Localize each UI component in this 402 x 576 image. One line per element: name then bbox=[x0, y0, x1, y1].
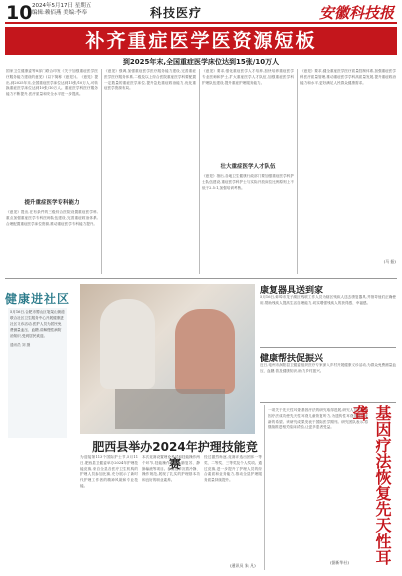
photo-credit: 通讯员 刘 摄 bbox=[10, 343, 31, 347]
brief-text-1: 5月16日,蚌埠市龙子湖区残联工作人员为辖区残疾人送去康复器具,并指导他们正确使用,帮助残疾人提高生活自理能力,切实增强残疾人的获得感、幸福感。 bbox=[260, 295, 396, 305]
col-rule bbox=[297, 69, 298, 274]
bottom-author: (通讯员 朱 凡) bbox=[230, 563, 256, 568]
brief-title-2: 健康帮扶促振兴 bbox=[260, 354, 324, 364]
bottom-col2: 本次竞赛设置理论考试和技能操作两个环节,技能操作包括心肺复苏、静脉输液等项目。参赛选手沉着冷静、操作规范,展现了扎实的护理基本功和良好的职业素养。 bbox=[142, 455, 200, 483]
col-rule bbox=[101, 69, 102, 274]
gene-therapy-author: (据新华社) bbox=[330, 560, 350, 565]
health-corner-title: 健康进社区 bbox=[5, 292, 71, 306]
col-rule bbox=[264, 405, 265, 570]
main-headline: 补齐重症医学医资源短板 bbox=[5, 27, 397, 55]
photo-figure-doctor bbox=[100, 299, 155, 389]
main-author: (马 振) bbox=[383, 259, 396, 264]
section-title: 科技医疗 bbox=[150, 6, 203, 20]
main-col-1 bbox=[6, 69, 98, 274]
main-col-3 bbox=[202, 69, 294, 274]
main-col1-heading: 提升重症医学专科能力 bbox=[24, 200, 80, 206]
main-col4-text: 《意见》要求,健全重症医学医疗质量控制体系,加强重症医学科医疗质量管理,推动重症医学学科高质量发展,提升重症救治能力和水平,更好满足人民群众健康需求。 bbox=[300, 69, 396, 85]
gene-therapy-title: 基因疗法恢复先天性耳聋 bbox=[350, 405, 392, 565]
health-corner-body: 5月16日,合肥市蜀山区笔架山街道联合社区卫生服务中心开展健康进社区义诊活动,医护人员为居民免费测量血压、血糖,讲解慢性病防治知识,受到居民欢迎。 bbox=[10, 310, 65, 338]
editor-credit: 编辑:赖佰燕 美编:李奉 bbox=[32, 10, 87, 16]
health-corner-text bbox=[8, 308, 67, 438]
brief-divider bbox=[260, 402, 396, 403]
brief-divider bbox=[260, 347, 396, 348]
photo-figure-patient bbox=[175, 309, 235, 394]
main-col2-text: 《意见》强调,加强重症医学医疗服务能力建设,完善重症医学医疗服务体系,二级及以上综合医院重症医学科要配置一定数量的重症医学床位,提升急危重症救治能力,优化重症医学资源布局。 bbox=[104, 69, 196, 91]
main-col-2 bbox=[104, 69, 196, 274]
page-number: 10 bbox=[6, 2, 33, 24]
brief-title-1: 康复器具送到家 bbox=[260, 286, 324, 296]
section-divider bbox=[5, 278, 397, 279]
bottom-col1: 为迎接第113个国际护士节,5月11日,肥西县卫健委举办2024年护理技能竞赛,来自全县各医疗卫生机构的护理人员参加比赛,充分展示了新时代护理工作者的精神风貌和专业技能。 bbox=[80, 455, 138, 488]
main-col3-heading: 壮大重症医学人才队伍 bbox=[220, 164, 276, 170]
newspaper-brand: 安徽科技报 bbox=[318, 4, 394, 22]
photo-foreground bbox=[115, 389, 225, 429]
brief-text-2: 近日,亳州市涡阳县卫健委组织医疗专家深入乡村开展健康义诊活动,为群众免费测量血压、血糖,普及健康知识,助力乡村振兴。 bbox=[260, 363, 396, 373]
main-subheadline: 到2025年末,全国重症医学床位达到15张/10万人 bbox=[122, 58, 280, 66]
header-divider bbox=[5, 22, 397, 24]
main-col1-text2: 《意见》提出,在有条件的三级综合医院设置重症医学科,重点加强重症医学专科医师队伍建设,完善重症救治体系,合理配置重症医学床位资源,推动重症医学专科能力提升。 bbox=[6, 210, 98, 226]
gene-therapy-text: 一项关于先天性耳聋基因疗法的研究取得进展,研究人员利用基因疗法成功使先天性耳聋儿童恢复听力,为遗传性耳聋患者带来新的希望。该研究成果发表于国际医学期刊。研究团队表示,将继续推进相关临床试验,让更多患者受益。 bbox=[268, 408, 368, 430]
issue-date: 2024年5月17日 星期五 bbox=[32, 3, 92, 9]
main-col3-text2: 《意见》指出,各地卫生健康行政部门要加强重症医学科护士队伍建设,重症医学科护士与实际开放床位比例原则上不低于2.5:1,加强培训考核。 bbox=[202, 174, 294, 190]
news-photo bbox=[80, 284, 255, 434]
header-meta bbox=[32, 3, 112, 17]
col-rule bbox=[199, 69, 200, 274]
bottom-col3: 经过激烈角逐,竞赛评选出团体一等奖、二等奖、三等奖及个人奖项。通过竞赛,进一步提升了护理人员的综合素质和业务能力,推动全县护理服务质量持续提升。 bbox=[204, 455, 262, 483]
main-col3-text: 《意见》要求,强化重症医学人才培养,加快培养重症医学专业医师和护士,扩大重症医学人才队伍,加强重症医学科护理队伍建设,提升重症护理服务能力。 bbox=[202, 69, 294, 85]
main-col-4 bbox=[300, 69, 396, 274]
main-col1-text: 国家卫生健康委等8部门联合印发《关于加强重症医学医疗服务能力建设的意见》(以下简称《意见》)。《意见》提出,到2025年末,全国重症医学床位达到15张/10万人,可转换重症医学床位达到10张/10万人。重症医学科医疗服务能力不断提升,医疗质量和安全水平进一步提高。 bbox=[6, 69, 98, 97]
bottom-headline: 肥西县举办2024年护理技能竞赛 bbox=[92, 440, 258, 471]
